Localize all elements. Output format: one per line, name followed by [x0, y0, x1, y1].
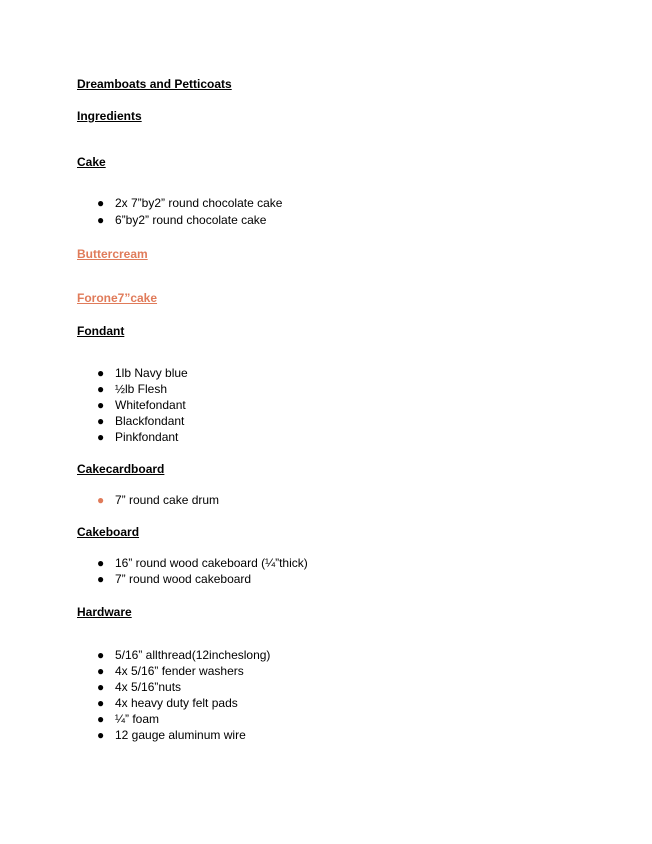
- list-item-text: 7” round wood cakeboard: [115, 572, 252, 586]
- cakecardboard-heading: Cakecardboard: [77, 462, 165, 476]
- bullet-icon: ●: [97, 382, 105, 396]
- bullet-icon: ●: [97, 696, 105, 710]
- list-item-text: 5/16” allthread(12incheslong): [115, 648, 271, 662]
- bullet-icon: ●: [97, 430, 105, 444]
- bullet-icon: ●: [97, 556, 105, 570]
- list-item-text: 6”by2” round chocolate cake: [115, 213, 267, 227]
- bullet-icon: ●: [97, 414, 105, 428]
- bullet-icon: ●: [97, 680, 105, 694]
- list-item-text: ½lb Flesh: [115, 382, 168, 396]
- list-item-text: Whitefondant: [115, 398, 186, 412]
- bullet-icon: ●: [97, 572, 105, 586]
- cakeboard-heading: Cakeboard: [77, 525, 140, 539]
- bullet-icon: ●: [97, 366, 105, 380]
- ingredients-heading: Ingredients: [77, 109, 142, 123]
- list-item-text: Pinkfondant: [115, 430, 179, 444]
- bullet-icon: ●: [97, 712, 105, 726]
- list-item-text: 4x heavy duty felt pads: [115, 696, 238, 710]
- list-item-text: 7” round cake drum: [115, 493, 220, 507]
- list-item-text: 2x 7”by2” round chocolate cake: [115, 196, 283, 210]
- bullet-icon: ●: [97, 728, 105, 742]
- buttercream-heading: Buttercream: [77, 247, 148, 261]
- list-item-text: 16” round wood cakeboard (¼”thick): [115, 556, 308, 570]
- bullet-icon: ●: [97, 664, 105, 678]
- list-item-text: 1lb Navy blue: [115, 366, 188, 380]
- bullet-icon: ●: [97, 648, 105, 662]
- bullet-icon: ●: [97, 493, 105, 507]
- fondant-heading: Fondant: [77, 324, 125, 338]
- list-item-text: ¼” foam: [115, 712, 160, 726]
- for-one-cake-heading: Forone7”cake: [77, 291, 158, 305]
- list-item-text: Blackfondant: [115, 414, 185, 428]
- list-item-text: 4x 5/16” fender washers: [115, 664, 244, 678]
- bullet-icon: ●: [97, 196, 105, 210]
- bullet-icon: ●: [97, 398, 105, 412]
- cake-heading: Cake: [77, 155, 106, 169]
- bullet-icon: ●: [97, 213, 105, 227]
- document-title: Dreamboats and Petticoats: [77, 77, 232, 91]
- list-item-text: 12 gauge aluminum wire: [115, 728, 246, 742]
- list-item-text: 4x 5/16”nuts: [115, 680, 182, 694]
- hardware-heading: Hardware: [77, 605, 132, 619]
